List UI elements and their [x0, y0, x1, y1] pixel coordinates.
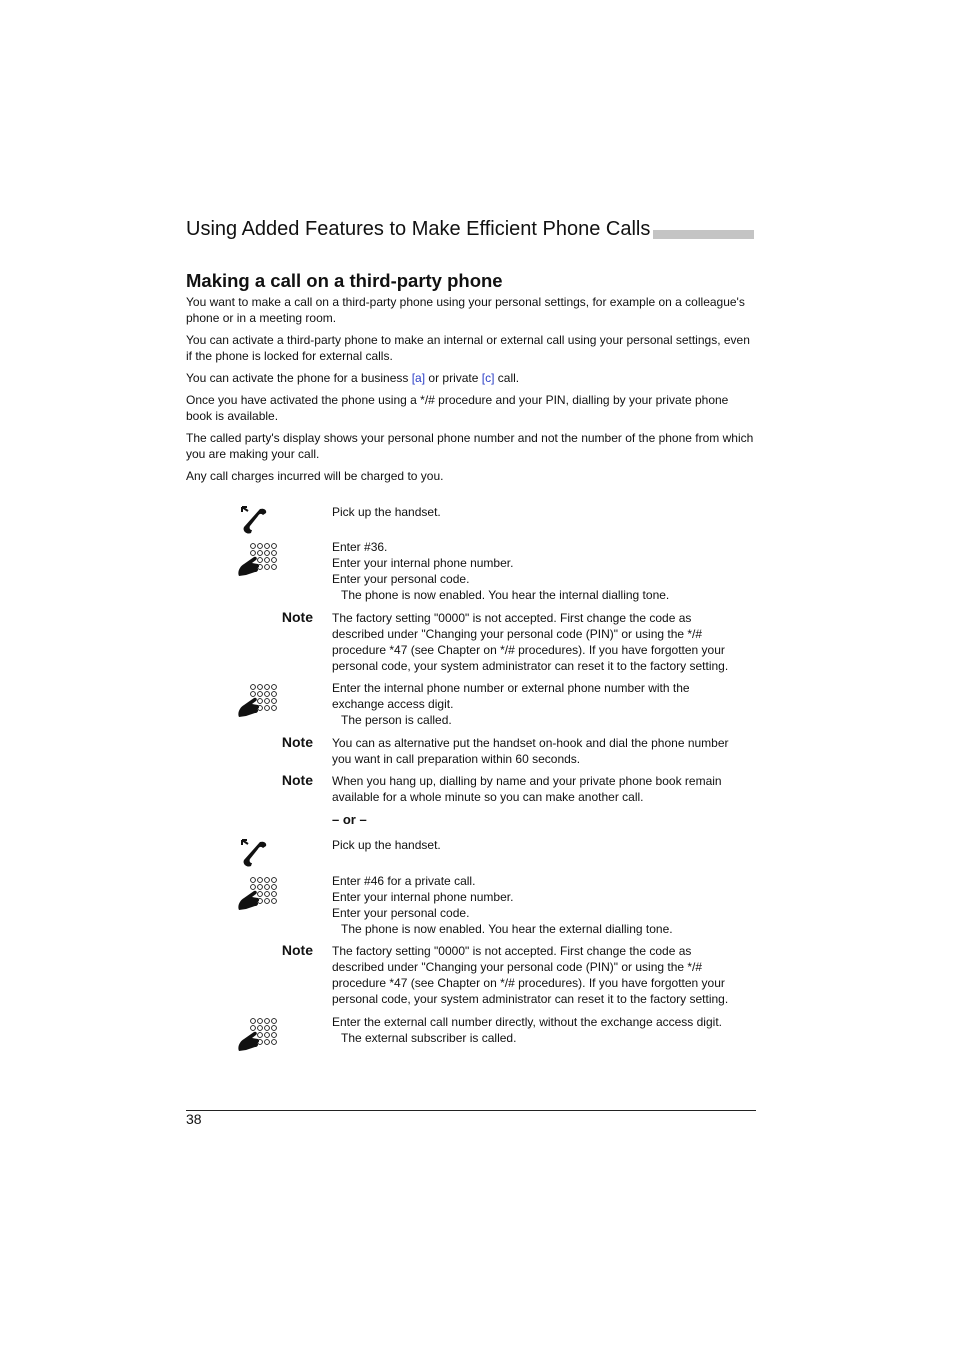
step-text: Enter #36. [332, 540, 388, 554]
step-text: Enter #46 for a private call. [332, 874, 476, 888]
note-line: available for a whole minute so you can make another call. [332, 790, 644, 804]
step-enter-36 [332, 539, 752, 603]
keypad-icon [236, 1017, 282, 1053]
intro-text [186, 294, 756, 490]
step-text: Pick up the handset. [332, 505, 441, 519]
handset-lift-icon [238, 838, 270, 868]
step-pick-up [332, 837, 752, 853]
page-number: 38 [186, 1111, 202, 1127]
step-enter-external [332, 1014, 752, 1046]
note-line: described under "Changing your personal code (PIN)" or using the */# [332, 960, 703, 974]
keypad-icon [236, 876, 282, 912]
note-text [332, 735, 752, 767]
step-text: Enter your internal phone number. [332, 890, 514, 904]
note-line: described under "Changing your personal code (PIN)" or using the */# [332, 627, 703, 641]
step-enter-number [332, 680, 752, 728]
step-result: The external subscriber is called. [341, 1031, 517, 1045]
intro-paragraph: You can activate a third-party phone to make an internal or external call using your personal settings, even if the phone is locked for external calls. [186, 333, 750, 363]
footer-rule [186, 1110, 756, 1111]
step-text: Enter the internal phone number or external phone number with the [332, 681, 690, 695]
section-title: Making a call on a third-party phone [186, 270, 503, 291]
note-text [332, 943, 752, 1007]
step-text: Enter your internal phone number. [332, 556, 514, 570]
handset-lift-icon [238, 505, 270, 535]
text-span: You can activate the phone for a business [186, 371, 412, 385]
step-result: The phone is now enabled. You hear the internal dialling tone. [341, 588, 670, 602]
step-text: Enter the external call number directly, without the exchange access digit. [332, 1015, 722, 1029]
or-separator: – or – [332, 812, 367, 827]
text-span: or private [425, 371, 482, 385]
note-label: Note [281, 609, 313, 625]
private-link[interactable]: [c] [481, 371, 495, 385]
note-line: The factory setting "0000" is not accepted. First change the code as [332, 611, 692, 625]
step-pick-up [332, 504, 752, 520]
note-line: When you hang up, dialling by name and your private phone book remain [332, 774, 722, 788]
keypad-icon [236, 542, 282, 578]
step-result: The phone is now enabled. You hear the external dialling tone. [341, 922, 673, 936]
step-result: The person is called. [341, 713, 452, 727]
keypad-icon [236, 683, 282, 719]
note-text [332, 773, 752, 805]
intro-paragraph: Once you have activated the phone using a */# procedure and your PIN, dialling by your private phone book is available. [186, 393, 729, 423]
note-line: personal code, your system administrator can reset it to the factory setting. [332, 992, 729, 1006]
note-line: procedure *47 (see Chapter on */# procedures). If you have forgotten your [332, 976, 725, 990]
note-label: Note [281, 772, 313, 788]
header-bar [653, 230, 754, 239]
step-text: Enter your personal code. [332, 906, 470, 920]
intro-paragraph: Any call charges incurred will be charged to you. [186, 469, 444, 483]
step-text: Enter your personal code. [332, 572, 470, 586]
running-header [186, 218, 756, 248]
step-enter-46 [332, 873, 752, 937]
running-header-title: Using Added Features to Make Efficient Phone Calls [186, 218, 651, 240]
intro-paragraph [186, 370, 756, 386]
note-line: procedure *47 (see Chapter on */# procedures). If you have forgotten your [332, 643, 725, 657]
business-link[interactable]: [a] [411, 371, 426, 385]
note-label: Note [281, 942, 313, 958]
intro-paragraph: You want to make a call on a third-party phone using your personal settings, for example on a colleague's phone or in a meeting room. [186, 295, 745, 325]
note-line: You can as alternative put the handset on-hook and dial the phone number [332, 736, 729, 750]
note-text [332, 610, 752, 674]
note-line: personal code, your system administrator can reset it to the factory setting. [332, 659, 729, 673]
note-line: you want in call preparation within 60 seconds. [332, 752, 581, 766]
note-label: Note [281, 734, 313, 750]
text-span: call. [494, 371, 520, 385]
step-text: Pick up the handset. [332, 838, 441, 852]
step-text: exchange access digit. [332, 697, 454, 711]
note-line: The factory setting "0000" is not accepted. First change the code as [332, 944, 692, 958]
intro-paragraph: The called party's display shows your personal phone number and not the number of the phone from which you are making your call. [186, 431, 754, 461]
